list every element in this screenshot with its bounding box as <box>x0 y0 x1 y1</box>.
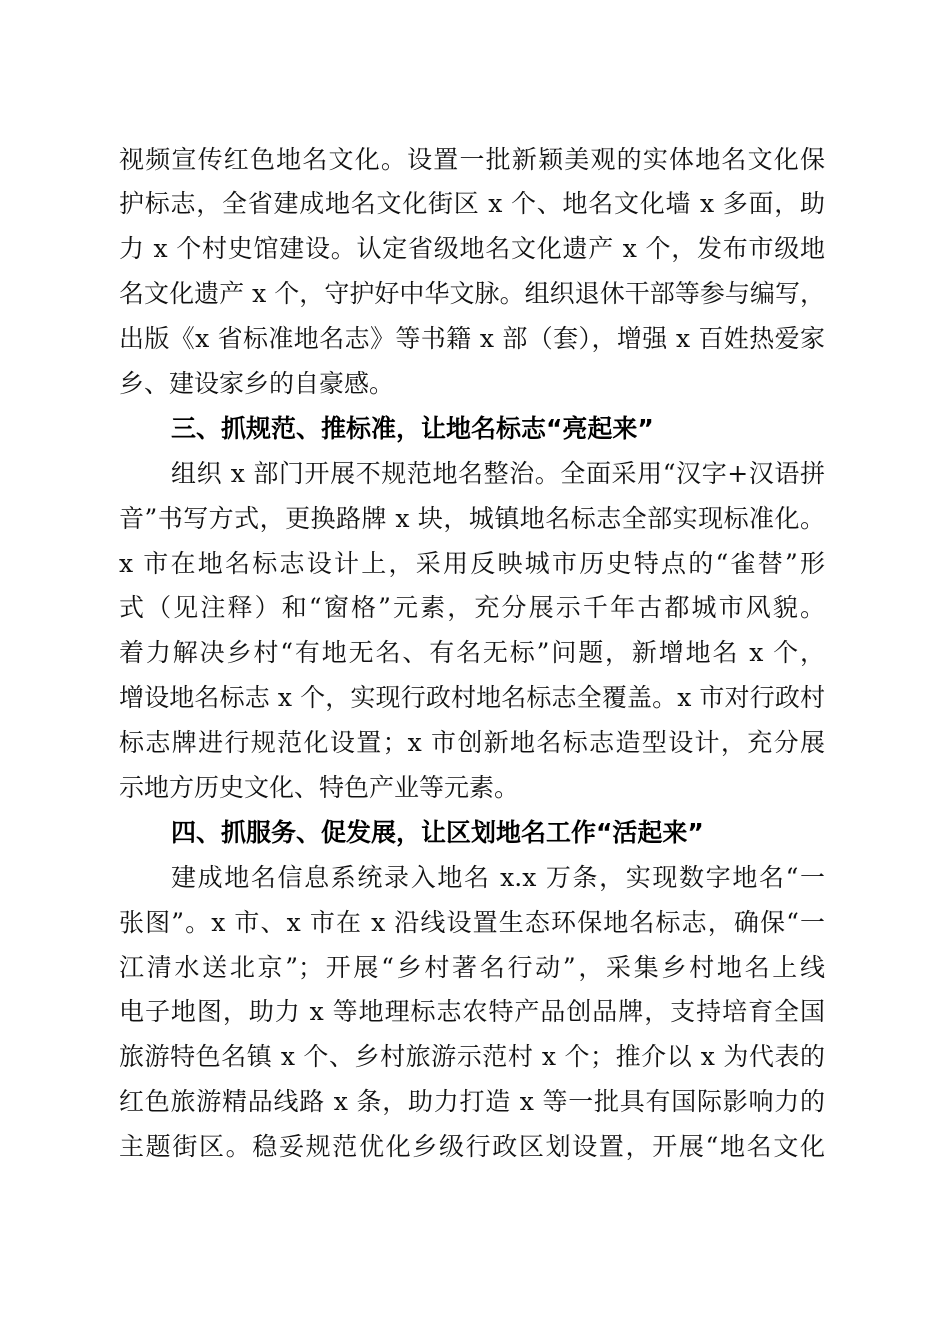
text-line: 组织 x 部门开展不规范地名整治。全面采用“汉字+汉语拼 <box>171 458 825 488</box>
text-line: 电子地图，助力 x 等地理标志农特产品创品牌，支持培育全国 <box>119 997 825 1027</box>
paragraph-standardization <box>119 452 825 811</box>
text-line: 出版《x 省标准地名志》等书籍 x 部（套），增强 x 百姓热爱家 <box>119 324 825 354</box>
text-line: 视频宣传红色地名文化。设置一批新颖美观的实体地名文化保 <box>119 144 825 174</box>
text-line: 江清水送北京”；开展“乡村著名行动”，采集乡村地名上线 <box>119 952 825 982</box>
paragraph-continued <box>119 138 825 407</box>
text-line: 力 x 个村史馆建设。认定省级地名文化遗产 x 个，发布市级地 <box>119 234 825 264</box>
text-line: x 市在地名标志设计上，采用反映城市历史特点的“雀替”形 <box>119 548 825 578</box>
text-line: 式（见注释）和“窗格”元素，充分展示千年古都城市风貌。 <box>119 593 825 623</box>
text-line: 护标志，全省建成地名文化街区 x 个、地名文化墙 x 多面，助 <box>119 189 825 219</box>
text-line: 乡、建设家乡的自豪感。 <box>119 368 395 398</box>
text-line: 着力解决乡村“有地无名、有名无标”问题，新增地名 x 个， <box>119 638 825 668</box>
document-body <box>119 138 825 1170</box>
text-line: 建成地名信息系统录入地名 x.x 万条，实现数字地名“一 <box>171 862 825 892</box>
text-line: 音”书写方式，更换路牌 x 块，城镇地名标志全部实现标准化。 <box>119 503 825 533</box>
text-line: 标志牌进行规范化设置；x 市创新地名标志造型设计，充分展 <box>119 728 825 758</box>
section-heading-3: 三、抓规范、推标准，让地名标志“亮起来” <box>171 413 654 443</box>
paragraph-service <box>119 856 825 1170</box>
text-line: 名文化遗产 x 个，守护好中华文脉。组织退休干部等参与编写， <box>119 279 825 309</box>
text-line: 张图”。x 市、x 市在 x 沿线设置生态环保地名标志，确保“一 <box>119 907 825 937</box>
text-line: 主题街区。稳妥规范优化乡级行政区划设置，开展“地名文化 <box>119 1132 825 1162</box>
text-line: 示地方历史文化、特色产业等元素。 <box>119 772 520 802</box>
section-heading-4: 四、抓服务、促发展，让区划地名工作“活起来” <box>171 817 704 847</box>
text-line: 红色旅游精品线路 x 条，助力打造 x 等一批具有国际影响力的 <box>119 1087 825 1117</box>
text-line: 旅游特色名镇 x 个、乡村旅游示范村 x 个；推介以 x 为代表的 <box>119 1042 825 1072</box>
text-line: 增设地名标志 x 个，实现行政村地名标志全覆盖。x 市对行政村 <box>119 683 825 713</box>
